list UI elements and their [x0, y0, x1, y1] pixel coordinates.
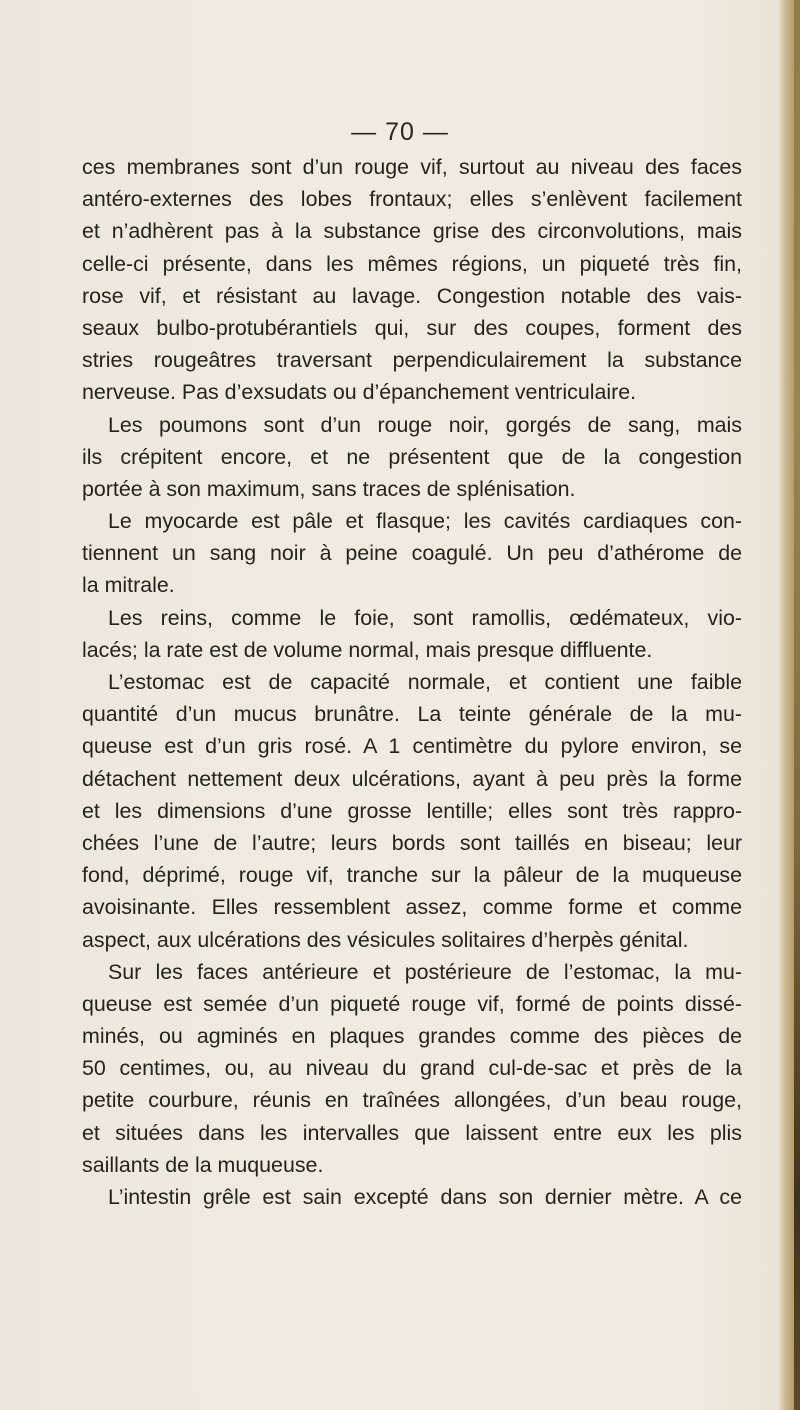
text-line: saillants de la muqueuse.: [82, 1152, 324, 1177]
text-line: Les reins, comme le foie, sont ramollis, œdémateux, vio-: [108, 605, 742, 630]
text-line: portée à son maximum, sans traces de splénisation.: [82, 476, 576, 501]
text-line: antéro-externes des lobes frontaux; elles s’enlèvent facilement: [82, 187, 742, 212]
text-line: et les dimensions d’une grosse lentille; elles sont très rappro-: [82, 798, 742, 823]
text-line: Sur les faces antérieure et postérieure de l’estomac, la mu-: [108, 959, 742, 984]
text-line: tiennent un sang noir à peine coagulé. Un peu d’athérome de: [82, 541, 742, 566]
text-line: rose vif, et résistant au lavage. Congestion notable des vais-: [82, 283, 742, 308]
text-line: nerveuse. Pas d’exsudats ou d’épanchement ventriculaire.: [82, 380, 637, 405]
text-line: la mitrale.: [82, 573, 175, 598]
text-line: L’intestin grêle est sain excepté dans son dernier mètre. A ce: [108, 1185, 742, 1209]
text-line: ces membranes sont d’un rouge vif, surtout au niveau des faces: [82, 155, 742, 179]
text-line: détachent nettement deux ulcérations, ayant à peu près la forme: [82, 766, 742, 791]
text-line: quantité d’un mucus brunâtre. La teinte générale de la mu-: [82, 702, 742, 727]
text-line: lacés; la rate est de volume normal, mais presque diffluente.: [82, 637, 653, 662]
text-line: aspect, aux ulcérations des vésicules solitaires d’herpès génital.: [82, 927, 689, 952]
text-line: et situées dans les intervalles que laissent entre eux les plis: [82, 1120, 742, 1145]
text-line: 50 centimes, ou, au niveau du grand cul-de-sac et près de la: [82, 1056, 742, 1081]
text-line: chées l’une de l’autre; leurs bords sont taillés en biseau; leur: [82, 830, 742, 855]
text-line: minés, ou agminés en plaques grandes comme des pièces de: [82, 1024, 742, 1049]
text-line: et n’adhèrent pas à la substance grise des circonvolutions, mais: [82, 219, 742, 244]
text-line: Le myocarde est pâle et flasque; les cavités cardiaques con-: [108, 509, 742, 534]
text-line: seaux bulbo-protubérantiels qui, sur des coupes, forment des: [82, 315, 742, 340]
text-line: stries rougeâtres traversant perpendiculairement la substance: [82, 348, 742, 373]
text-line: avoisinante. Elles ressemblent assez, comme forme et comme: [82, 895, 742, 920]
text-line: queuse est d’un gris rosé. A 1 centimètre du pylore environ, se: [82, 734, 742, 759]
page-edge-binding: [794, 0, 800, 1410]
body-text: [82, 151, 742, 1213]
text-line: L’estomac est de capacité normale, et contient une faible: [108, 670, 742, 694]
text-line: fond, déprimé, rouge vif, tranche sur la pâleur de la muqueuse: [82, 863, 742, 888]
page-number: — 70 —: [351, 118, 449, 146]
text-line: queuse est semée d’un piqueté rouge vif, formé de points dissé-: [82, 991, 742, 1016]
text-line: celle-ci présente, dans les mêmes régions, un piqueté très fin,: [82, 251, 742, 276]
text-line: ils crépitent encore, et ne présentent que de la congestion: [82, 444, 742, 469]
text-line: petite courbure, réunis en traînées allongées, d’un beau rouge,: [82, 1088, 742, 1113]
text-line: Les poumons sont d’un rouge noir, gorgés de sang, mais: [108, 412, 742, 437]
